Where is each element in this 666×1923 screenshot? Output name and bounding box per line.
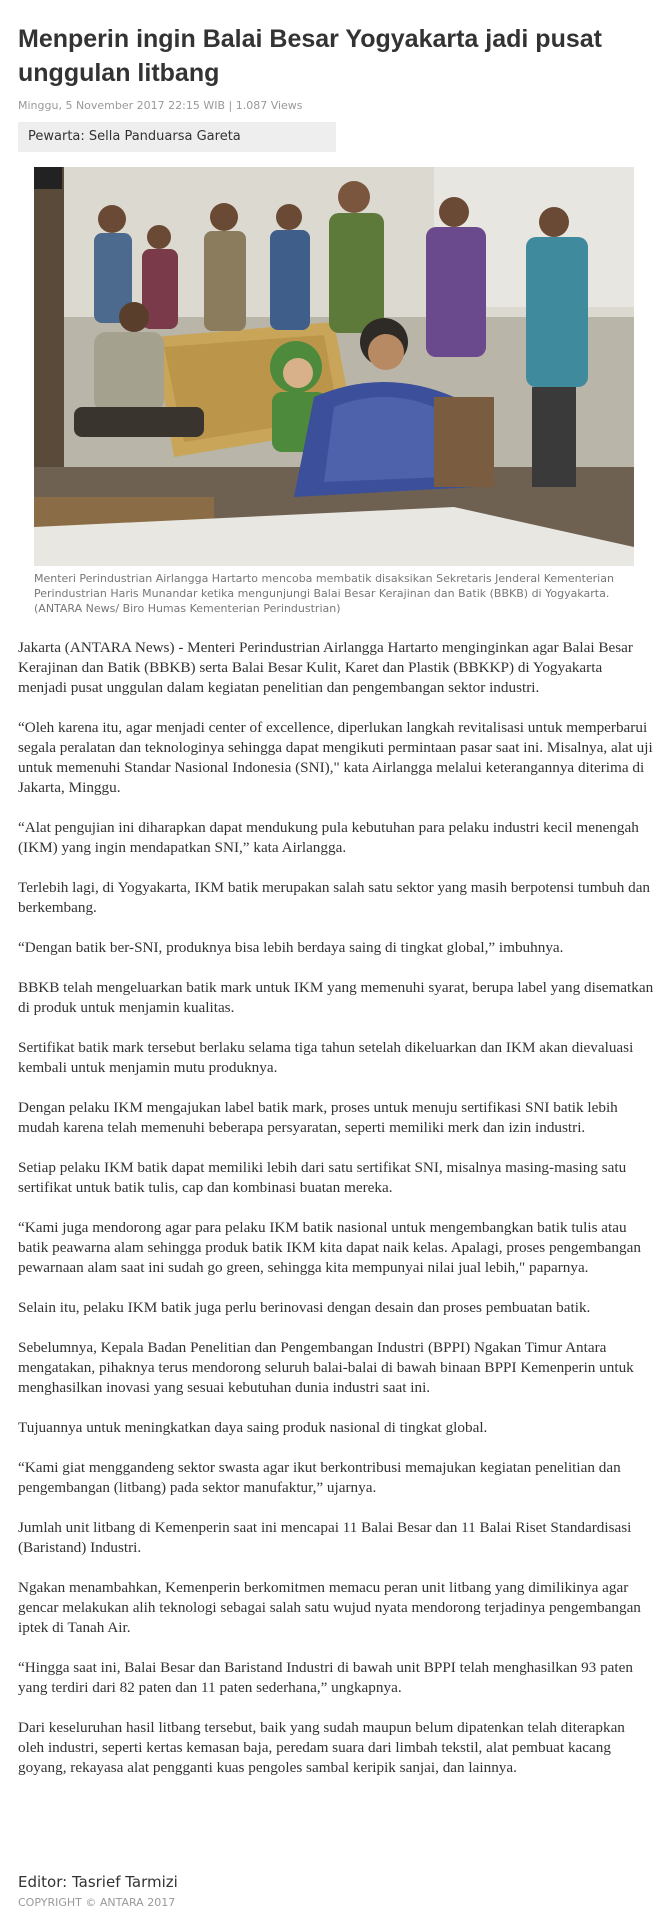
paragraph: Setiap pelaku IKM batik dapat memiliki lebih dari satu sertifikat SNI, misalnya masing-masing satu sertifikat untuk batik tulis, cap dan kombinasi buatan mereka. xyxy=(18,1159,627,1196)
article-meta: Minggu, 5 November 2017 22:15 WIB | 1.087 Views xyxy=(18,99,303,112)
paragraph: Selain itu, pelaku IKM batik juga perlu berinovasi dengan desain dan proses pembuatan batik. xyxy=(18,1299,591,1316)
article-title: Menperin ingin Balai Besar Yogyakarta jadi pusat unggulan litbang xyxy=(18,25,602,87)
paragraph: “Dengan batik ber-SNI, produknya bisa lebih berdaya saing di tingkat global,” imbuhnya. xyxy=(18,939,564,956)
pewarta-box: Pewarta: Sella Panduarsa Gareta xyxy=(18,122,336,152)
article-body xyxy=(18,638,654,1798)
paragraph: Terlebih lagi, di Yogyakarta, IKM batik merupakan salah satu sektor yang masih berpotensi tumbuh dan berkembang. xyxy=(18,879,651,916)
paragraph: Dari keseluruhan hasil litbang tersebut, baik yang sudah maupun belum dipatenkan telah diterapkan oleh industri, seperti kertas kemasan baja, peredam suara dari limbah tekstil, alat pembuat kacang goyang, rekayasa alat pengganti kuas pengoles sambal keripik sanjai, dan lainnya. xyxy=(18,1719,625,1776)
paragraph: “Oleh karena itu, agar menjadi center of excellence, diperlukan langkah revitalisasi untuk memperbarui segala peralatan dan teknologinya sehingga dapat mengikuti permintaan pasar saat ini. Misalnya, alat uji untuk memenuhi Standar Nasional Indonesia (SNI)," kata Airlangga melalui keterangannya diterima di Jakarta, Minggu. xyxy=(18,719,653,796)
paragraph: Dengan pelaku IKM mengajukan label batik mark, proses untuk menuju sertifikasi SNI batik lebih mudah karena telah memenuhi beberapa persyaratan, seperti memiliki merk dan izin industri. xyxy=(18,1099,618,1136)
paragraph: Tujuannya untuk meningkatkan daya saing produk nasional di tingkat global. xyxy=(18,1419,488,1436)
paragraph: “Kami juga mendorong agar para pelaku IKM batik nasional untuk mengembangkan batik tulis atau batik peawarna alam sehingga produk batik IKM kita dapat naik kelas. Apalagi, proses pengembangan pewarnaan alam saat ini sudah go green, sehingga kita mempunyai nilai jual lebih," paparnya. xyxy=(18,1219,641,1276)
photo-caption: Menteri Perindustrian Airlangga Hartarto mencoba membatik disaksikan Sekretaris Jenderal Kementerian Perindustrian Haris Munandar ketika mengunjungi Balai Besar Kerajinan dan Batik (BBKB) di Yogyakarta. (ANTARA News/ Biro Humas Kementerian Perindustrian) xyxy=(34,572,614,615)
article-photo xyxy=(34,167,634,566)
copyright-notice: COPYRIGHT © ANTARA 2017 xyxy=(18,1896,176,1909)
paragraph: Jumlah unit litbang di Kemenperin saat ini mencapai 11 Balai Besar dan 11 Balai Riset Standardisasi (Baristand) Industri. xyxy=(18,1519,632,1556)
paragraph: “Kami giat menggandeng sektor swasta agar ikut berkontribusi memajukan kegiatan penelitian dan pengembangan (litbang) pada sektor manufaktur,” ujarnya. xyxy=(18,1459,621,1496)
paragraph: BBKB telah mengeluarkan batik mark untuk IKM yang memenuhi syarat, berupa label yang disematkan di produk untuk menjamin kualitas. xyxy=(18,979,654,1016)
editor-credit: Editor: Tasrief Tarmizi xyxy=(18,1873,178,1891)
paragraph: Ngakan menambahkan, Kemenperin berkomitmen memacu peran unit litbang yang dimilikinya agar gencar melakukan alih teknologi sebagai salah satu wujud nyata mendorong terjadinya pengembangan iptek di Tanah Air. xyxy=(18,1579,641,1636)
paragraph: Jakarta (ANTARA News) - Menteri Perindustrian Airlangga Hartarto menginginkan agar Balai Besar Kerajinan dan Batik (BBKB) serta Balai Besar Kulit, Karet dan Plastik (BBKKP) di Yogyakarta menjadi pusat unggulan dalam kegiatan penelitian dan pengembangan sektor industri. xyxy=(18,639,633,696)
paragraph: “Hingga saat ini, Balai Besar dan Baristand Industri di bawah unit BPPI telah menghasilkan 93 paten yang terdiri dari 82 paten dan 11 paten sederhana,” ungkapnya. xyxy=(18,1659,633,1696)
paragraph: Sertifikat batik mark tersebut berlaku selama tiga tahun setelah dikeluarkan dan IKM akan dievaluasi kembali untuk menjamin mutu produknya. xyxy=(18,1039,634,1076)
batik-photo-illustration xyxy=(34,167,634,566)
paragraph: “Alat pengujian ini diharapkan dapat mendukung pula kebutuhan para pelaku industri kecil menengah (IKM) yang ingin mendapatkan SNI,” kata Airlangga. xyxy=(18,819,639,856)
paragraph: Sebelumnya, Kepala Badan Penelitian dan Pengembangan Industri (BPPI) Ngakan Timur Antara mengatakan, pihaknya terus mendorong seluruh balai-balai di bawah binaan BPPI Kemenperin untuk menghasilkan inovasi yang sesuai kebutuhan dunia industri saat ini. xyxy=(18,1339,634,1396)
